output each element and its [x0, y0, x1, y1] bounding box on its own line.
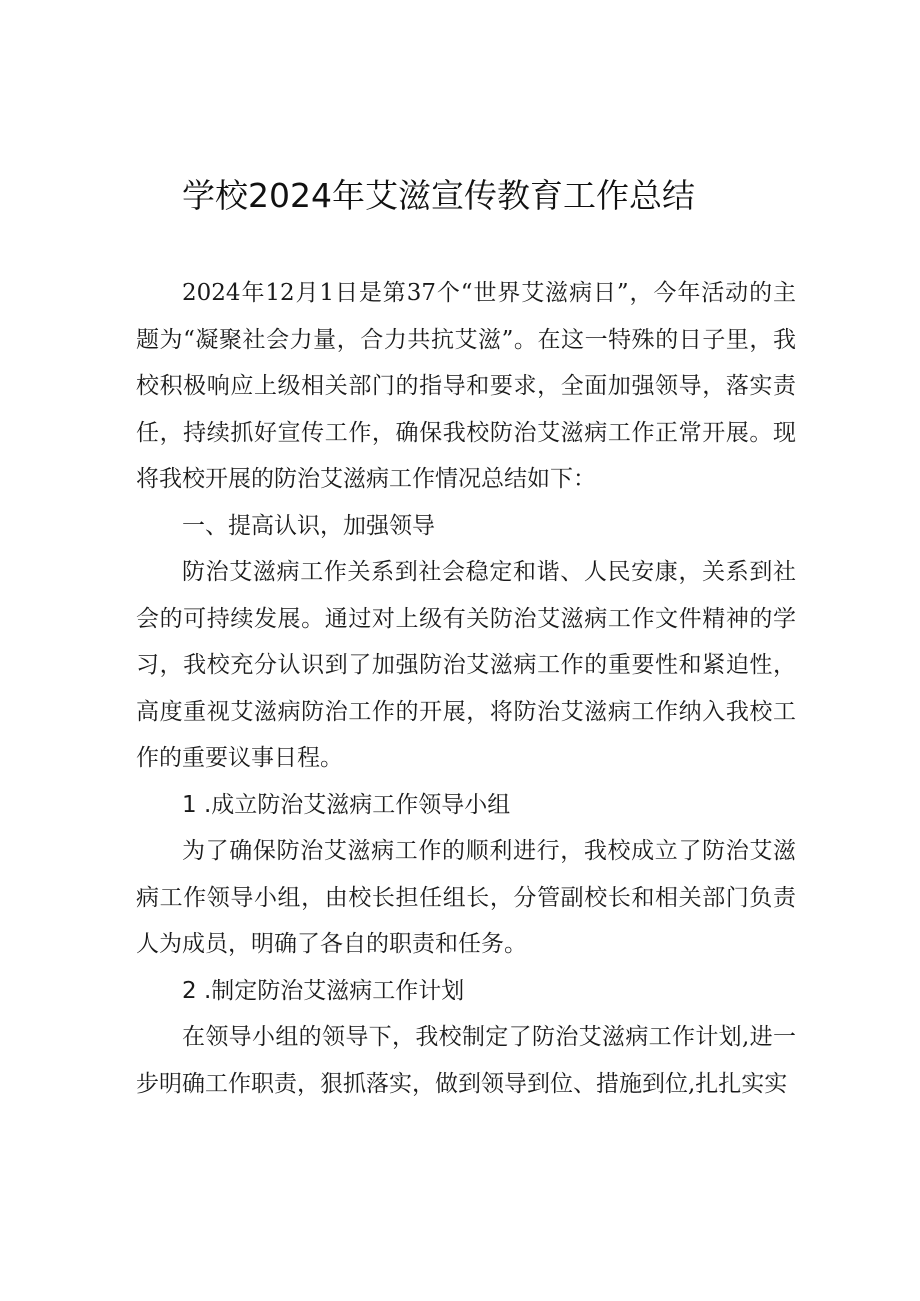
document-title: 学校2024年艾滋宣传教育工作总结: [182, 176, 695, 215]
document-body: [136, 270, 796, 1107]
subsection-paragraph: 为了确保防治艾滋病工作的顺利进行，我校成立了防治艾滋病工作领导小组，由校长担任组长，分管副校长和相关部门负责人为成员，明确了各自的职责和任务。: [136, 838, 796, 957]
section-paragraph: 防治艾滋病工作关系到社会稳定和谐、人民安康，关系到社会的可持续发展。通过对上级有关防治艾滋病工作文件精神的学习，我校充分认识到了加强防治艾滋病工作的重要性和紧迫性，高度重视艾滋病防治工作的开展，将防治艾滋病工作纳入我校工作的重要议事日程。: [136, 559, 796, 771]
section-heading: 一、提高认识，加强领导: [182, 512, 435, 539]
subsection-heading: 1 .成立防治艾滋病工作领导小组: [182, 791, 511, 818]
subsection-heading: 2 .制定防治艾滋病工作计划: [182, 977, 465, 1004]
subsection-paragraph: 在领导小组的领导下，我校制定了防治艾滋病工作计划,进一步明确工作职责，狠抓落实，做到领导到位、措施到位,扎扎实实: [136, 1024, 796, 1097]
intro-paragraph: 2024年12月1日是第37个“世界艾滋病日”，今年活动的主题为“凝聚社会力量，合力共抗艾滋”。在这一特殊的日子里，我校积极响应上级相关部门的指导和要求，全面加强领导，落实责任，持续抓好宣传工作，确保我校防治艾滋病工作正常开展。现将我校开展的防治艾滋病工作情况总结如下：: [136, 280, 796, 492]
